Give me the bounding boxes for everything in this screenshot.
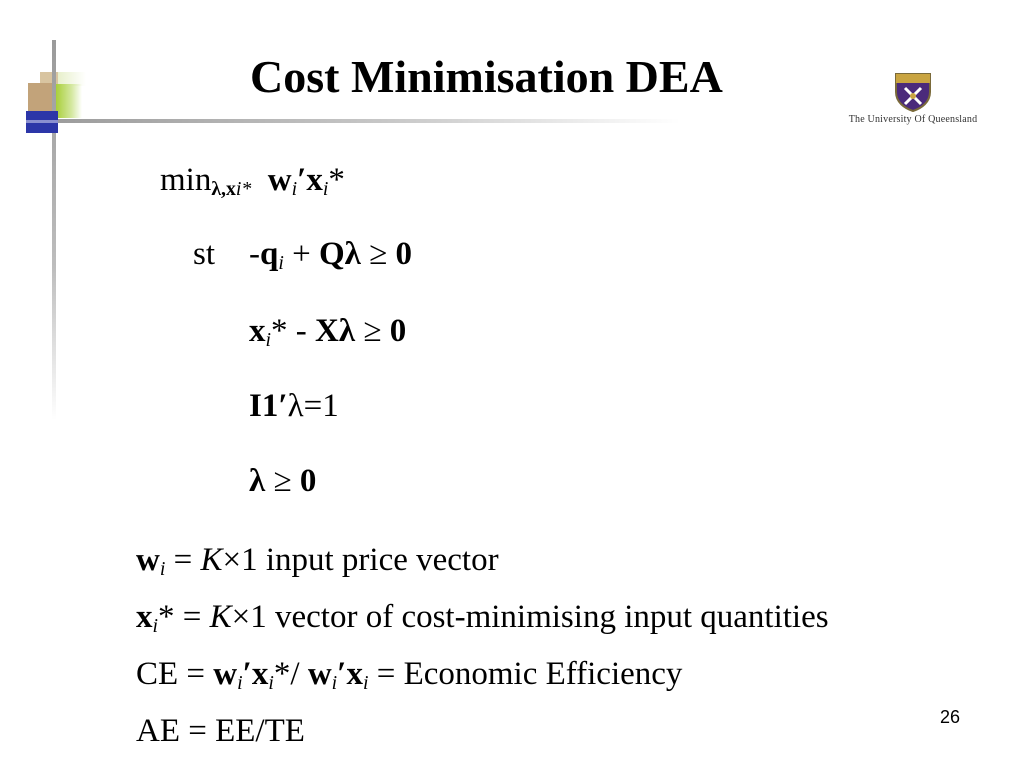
constraint-input: $x_i* - X\lambda \ge 0$ — [249, 313, 407, 351]
university-name: The University Of Queensland — [848, 114, 978, 125]
subject-to-label: st — [193, 236, 216, 272]
decor-horizontal-line — [40, 119, 680, 123]
decor-blue-stripe — [26, 120, 58, 123]
definitions-list — [136, 536, 829, 755]
definition-input-quantities: $x_i* = K\times 1$ vector of cost-minimising input quantities — [136, 598, 829, 637]
definition-allocative-efficiency: AE = EE/TE — [136, 712, 305, 749]
decor-green-block — [56, 84, 82, 118]
objective-function: $\min_{\lambda,xi*} w_i'x_i*$ — [160, 162, 345, 200]
constraint-output: $-q_i + Q\lambda \ge 0$ — [249, 236, 412, 274]
university-logo — [838, 70, 988, 128]
decor-tan-block — [28, 83, 54, 111]
definition-price-vector: $w_i = K\times 1$ input price vector — [136, 542, 499, 580]
decor-vertical-line — [52, 40, 56, 420]
constraint-convexity: I1′λ=1 — [249, 388, 339, 424]
definition-economic-efficiency: CE = $w_i'x_i*/$ $w_i'x_i$ = Economic Efficiency — [136, 655, 683, 694]
page-number: 26 — [940, 707, 961, 727]
slide-title: Cost Minimisation DEA — [250, 51, 723, 102]
constraint-nonnegativity: λ ≥ 0 — [249, 463, 317, 499]
university-crest-icon — [892, 70, 934, 112]
